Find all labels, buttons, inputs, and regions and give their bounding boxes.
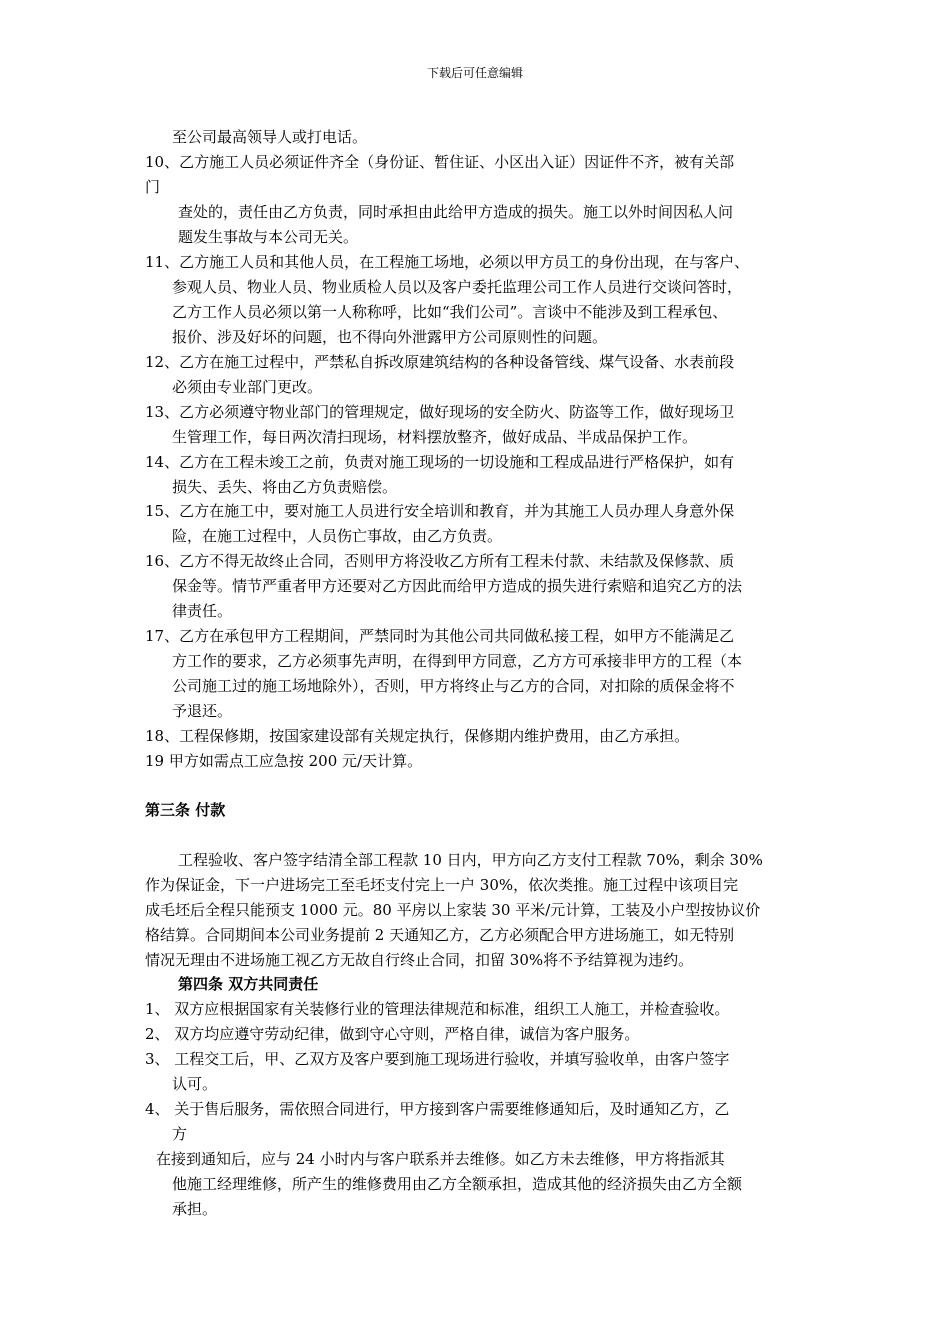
text-line: 18、工程保修期，按国家建设部有关规定执行，保修期内维护费用，由乙方承担。 bbox=[145, 727, 690, 745]
text-line: 1、 双方应根据国家有关装修行业的管理法律规范和标准，组织工人施工，并检查验收。 bbox=[145, 1000, 730, 1018]
text-line: 作为保证金，下一户进场完工至毛坯支付完上一户 30%，依次类推。施工过程中该项目完 bbox=[145, 876, 739, 894]
text-line: 生管理工作，每日两次清扫现场，材料摆放整齐，做好成品、半成品保护工作。 bbox=[172, 428, 698, 446]
text-line: 12、乙方在施工过程中，严禁私自拆改原建筑结构的各种设备管线、煤气设备、水表前段 bbox=[145, 353, 735, 371]
text-line: 在接到通知后，应与 24 小时内与客户联系并去维修。如乙方未去维修，甲方将指派其 bbox=[156, 1150, 725, 1168]
text-line: 题发生事故与本公司无关。 bbox=[178, 228, 359, 246]
text-line: 门 bbox=[145, 178, 161, 196]
text-line: 险，在施工过程中，人员伤亡事故，由乙方负责。 bbox=[172, 527, 503, 545]
text-line: 认可。 bbox=[172, 1075, 218, 1093]
text-line: 承担。 bbox=[172, 1200, 218, 1218]
text-line: 13、乙方必须遵守物业部门的管理规定，做好现场的安全防火、防盗等工作，做好现场卫 bbox=[145, 403, 735, 421]
text-line: 报价、涉及好坏的问题，也不得向外泄露甲方公司原则性的问题。 bbox=[172, 328, 608, 346]
text-line: 参观人员、物业人员、物业质检人员以及客户委托监理公司工作人员进行交谈问答时， bbox=[172, 278, 743, 296]
text-line: 10、乙方施工人员必须证件齐全（身份证、暂住证、小区出入证）因证件不齐，被有关部 bbox=[145, 153, 735, 171]
text-line: 17、乙方在承包甲方工程期间，严禁同时为其他公司共同做私接工程，如甲方不能满足乙 bbox=[145, 627, 735, 645]
text-line: 4、 关于售后服务，需依照合同进行，甲方接到客户需要维修通知后，及时通知乙方，乙 bbox=[145, 1100, 730, 1118]
text-line: 16、乙方不得无故终止合同，否则甲方将没收乙方所有工程未付款、未结款及保修款、质 bbox=[145, 552, 735, 570]
text-line: 成毛坯后全程只能预支 1000 元。80 平房以上家装 30 平米/元计算，工装及小户型按协议价 bbox=[145, 901, 761, 919]
text-line: 保金等。情节严重者甲方还要对乙方因此而给甲方造成的损失进行索赔和追究乙方的法 bbox=[172, 577, 743, 595]
text-line: 15、乙方在施工中，要对施工人员进行安全培训和教育，并为其施工人员办理人身意外保 bbox=[145, 502, 735, 520]
text-line: 公司施工过的施工场地除外），否则，甲方将终止与乙方的合同，对扣除的质保金将不 bbox=[172, 677, 735, 695]
text-line: 至公司最高领导人或打电话。 bbox=[172, 128, 368, 146]
text-line: 损失、丢失、将由乙方负责赔偿。 bbox=[172, 478, 398, 496]
text-line: 必须由专业部门更改。 bbox=[172, 378, 323, 396]
text-line: 14、乙方在工程未竣工之前，负责对施工现场的一切设施和工程成品进行严格保护，如有 bbox=[145, 453, 735, 471]
text-line: 予退还。 bbox=[172, 702, 233, 720]
text-line: 乙方工作人员必须以第一人称称呼，比如“我们公司”。言谈中不能涉及到工程承包、 bbox=[172, 303, 728, 321]
page-header: 下载后可任意编辑 bbox=[426, 66, 523, 80]
text-line: 3、 工程交工后，甲、乙双方及客户要到施工现场进行验收，并填写验收单，由客户签字 bbox=[145, 1050, 730, 1068]
text-line: 律责任。 bbox=[172, 602, 233, 620]
text-line: 2、 双方均应遵守劳动纪律，做到守心守则，严格自律，诚信为客户服务。 bbox=[145, 1025, 640, 1043]
text-line: 情况无理由不进场施工视乙方无故自行终止合同，扣留 30%将不予结算视为违约。 bbox=[145, 951, 694, 969]
text-line: 格结算。合同期间本公司业务提前 2 天通知乙方，乙方必须配合甲方进场施工，如无特别 bbox=[145, 926, 735, 944]
text-line: 工程验收、客户签字结清全部工程款 10 日内，甲方向乙方支付工程款 70%，剩余 30% bbox=[178, 851, 763, 869]
text-line: 方工作的要求，乙方必须事先声明，在得到甲方同意，乙方方可承接非甲方的工程（本 bbox=[172, 652, 743, 670]
text-line: 他施工经理维修，所产生的维修费用由乙方全额承担，造成其他的经济损失由乙方全额 bbox=[172, 1175, 743, 1193]
text-line: 查处的，责任由乙方负责，同时承担由此给甲方造成的损失。施工以外时间因私人问 bbox=[178, 203, 734, 221]
section-heading: 第四条 双方共同责任 bbox=[178, 975, 319, 993]
text-line: 11、乙方施工人员和其他人员，在工程施工场地，必须以甲方员工的身份出现，在与客户、 bbox=[145, 253, 750, 271]
text-line: 方 bbox=[172, 1125, 188, 1143]
text-line: 19 甲方如需点工应急按 200 元/天计算。 bbox=[145, 752, 423, 770]
section-heading: 第三条 付款 bbox=[145, 801, 226, 819]
